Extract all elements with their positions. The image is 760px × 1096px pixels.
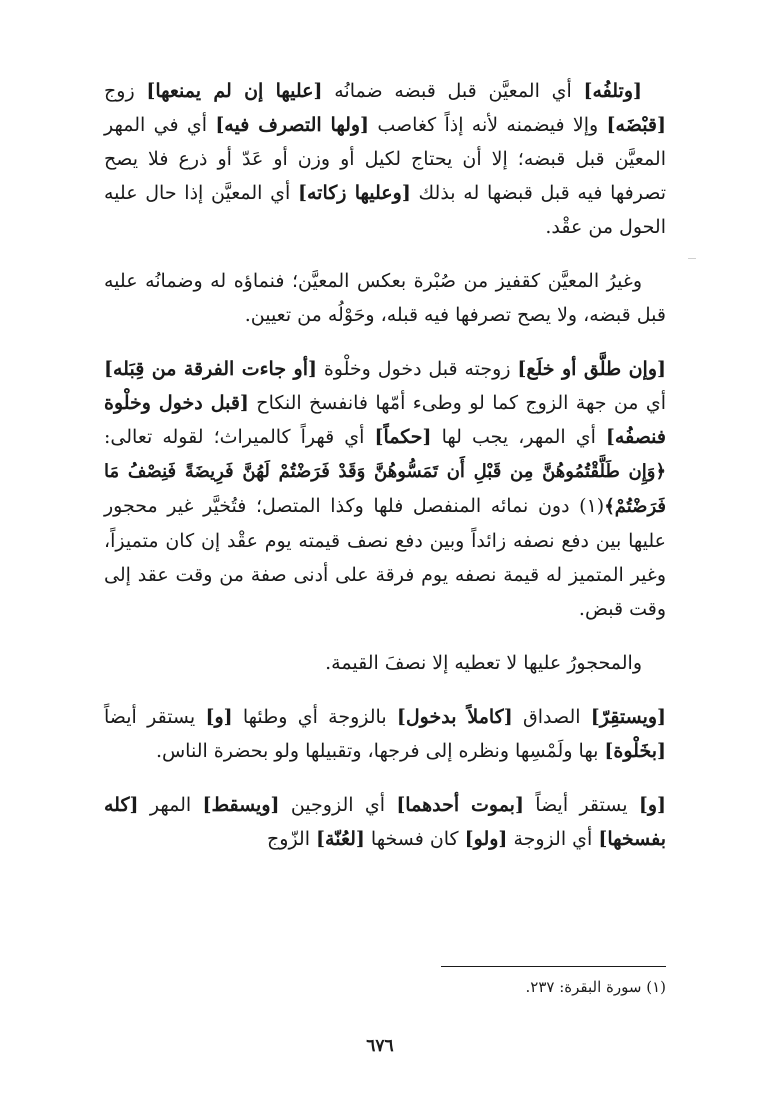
matn-text: [كله بفسخها]	[104, 794, 666, 850]
page-body	[104, 74, 666, 876]
paragraph	[104, 788, 666, 856]
quran-verse: ﴿وَإِن طَلَّقْتُمُوهُنَّ مِن قَبْلِ أَن تَمَسُّوهُنَّ وَقَدْ فَرَضْتُمْ لَهُنَّ فَرِيضَةً فَنِصْفُ مَا فَرَضْتُمْ﴾	[104, 461, 666, 517]
margin-mark	[688, 258, 696, 259]
matn-text: [بموت أحدهما]	[396, 794, 524, 816]
commentary-text: أي قهراً كالميراث؛ لقوله تعالى:	[104, 426, 375, 448]
paragraph	[104, 646, 666, 680]
paragraph	[104, 264, 666, 332]
commentary-text: أي المعيَّن إذا حال عليه الحول من عقْد.	[104, 182, 666, 238]
commentary-text: وإلا فيضمنه لأنه إذاً كغاصب	[369, 114, 607, 136]
commentary-text: دون نمائه المنفصل فلها وكذا المتصل؛ فتُخيَّر غير محجور عليها بين دفع نصفه زائداً وبين دفع نصف قيمته يوم عقْد إن كان متميزاً، وغير المتميز له قيمة نصفه يوم فرقة على أدنى صفة من وقت عقد إلى وقت قبض.	[104, 495, 666, 620]
matn-text: [ويسقط]	[202, 794, 280, 816]
matn-text: [عليها إن لم يمنعها]	[146, 80, 323, 102]
commentary-text: والمحجورُ عليها لا تعطيه إلا نصفَ القيمة.	[325, 652, 642, 674]
matn-text: [قبل دخول وخلْوة فنصفُه]	[104, 392, 666, 448]
commentary-text: أي في المهر المعيَّن قبل قبضه؛ إلا أن يحتاج لكيل أو وزن أو عَدّ أو ذرع فلا يصح تصرفها فيه قبل قبضها له بذلك	[104, 114, 666, 204]
matn-text: [كاملاً بدخول]	[396, 706, 513, 728]
commentary-text: زوجته قبل دخول وخلْوة	[316, 358, 518, 380]
matn-text: [ولها التصرف فيه]	[215, 114, 370, 136]
commentary-text: بالزوجة أي وطئها	[232, 706, 397, 728]
paragraph	[104, 352, 666, 626]
commentary-text: بها ولَمْسِها ونظره إلى فرجها، وتقبيلها ولو بحضرة الناس.	[155, 740, 605, 762]
matn-text: [قبْضَه]	[606, 114, 667, 136]
commentary-text: الزّوج	[267, 828, 317, 850]
commentary-text: يستقر أيضاً	[523, 794, 639, 816]
page-number: ٦٧٦	[366, 1036, 394, 1056]
matn-text: [وتلفُه]	[583, 80, 643, 102]
commentary-text: كان فسخها	[364, 828, 465, 850]
footnote-divider	[441, 966, 666, 967]
matn-text: [وإن طلَّق أو خلَع]	[517, 358, 666, 380]
commentary-text: زوج	[104, 80, 147, 102]
commentary-text: أي المهر، يجب لها	[431, 426, 606, 448]
matn-text: [وعليها زكاته]	[297, 182, 411, 204]
matn-text: [و]	[638, 794, 667, 816]
commentary-text: (١)	[579, 495, 605, 517]
commentary-text: أي من جهة الزوج كما لو وطىء أمّها فانفسخ النكاح	[248, 392, 667, 414]
matn-text: [حكماً]	[374, 426, 432, 448]
matn-text: [لعُنّة]	[316, 828, 365, 850]
commentary-text: الصداق	[512, 706, 591, 728]
matn-text: [ويستقِرّ]	[590, 706, 667, 728]
matn-text: [أو جاءت الفرقة من قِبَله]	[104, 358, 317, 380]
commentary-text: المهر	[138, 794, 203, 816]
commentary-text: أي الزوجين	[279, 794, 397, 816]
matn-text: [بخَلْوة]	[604, 740, 666, 762]
commentary-text: أي الزوجة	[507, 828, 599, 850]
matn-text: [ولو]	[464, 828, 508, 850]
commentary-text: أي المعيَّن قبل قبضه ضمانُه	[322, 80, 584, 102]
matn-text: [و]	[205, 706, 233, 728]
commentary-text: يستقر أيضاً	[104, 706, 206, 728]
commentary-text: وغيرُ المعيَّن كقفيز من صُبْرة بعكس المعيَّن؛ فنماؤه له وضمانُه عليه قبل قبضه، ولا يصح تصرفها فيه قبله، وحَوْلُه من تعيين.	[104, 270, 666, 326]
paragraph	[104, 700, 666, 768]
footnote: (١) سورة البقرة: ٢٣٧.	[525, 978, 666, 996]
paragraph	[104, 74, 666, 244]
